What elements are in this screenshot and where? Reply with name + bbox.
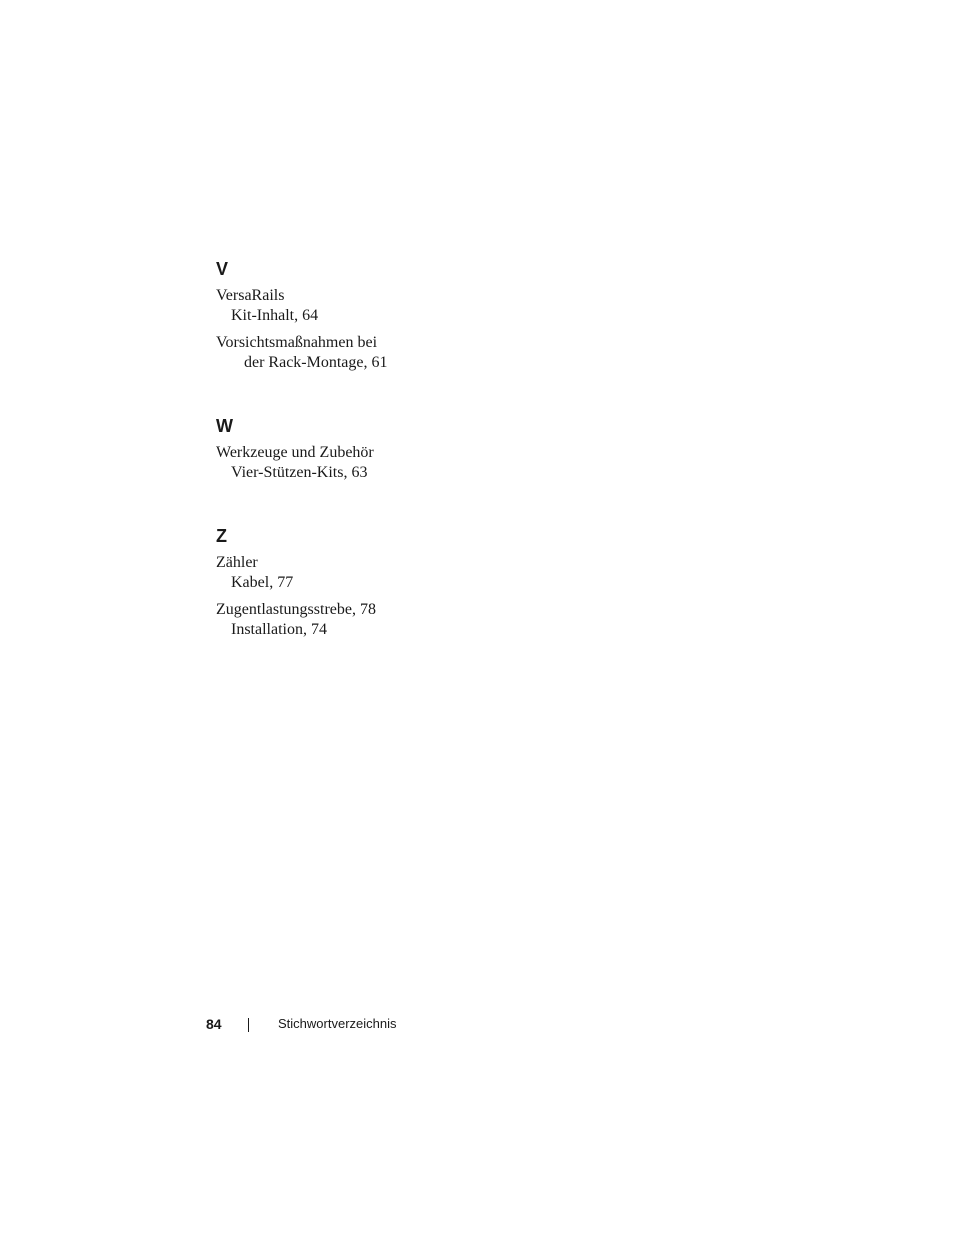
entry-main: Zugentlastungsstrebe, 78	[216, 601, 376, 618]
page-number: 84	[206, 1016, 222, 1032]
entry-sub: Kabel, 77	[231, 574, 294, 591]
entry-main: VersaRails	[216, 287, 285, 304]
index-entry	[216, 553, 536, 593]
index-section-v	[216, 258, 536, 373]
entry-sub: Installation, 74	[231, 621, 327, 638]
page-footer	[0, 1014, 954, 1034]
entry-main: Vorsichtsmaßnahmen bei	[216, 334, 378, 351]
entry-main: Werkzeuge und Zubehör	[216, 444, 374, 461]
section-letter: Z	[216, 526, 227, 546]
section-letter: V	[216, 259, 229, 279]
entry-sub: Kit-Inhalt, 64	[231, 307, 319, 324]
section-letter: W	[216, 416, 233, 436]
index-section-w	[216, 415, 536, 483]
footer-separator	[248, 1018, 249, 1032]
footer-title: Stichwortverzeichnis	[278, 1016, 397, 1031]
entry-main: Zähler	[216, 554, 258, 571]
entry-sub: Vier-Stützen-Kits, 63	[231, 464, 368, 481]
index-entry	[216, 333, 536, 373]
index-column	[216, 258, 536, 647]
index-entry	[216, 443, 536, 483]
index-section-z	[216, 525, 536, 640]
index-entry	[216, 600, 536, 640]
entry-continuation: der Rack-Montage, 61	[244, 354, 388, 371]
index-entry	[216, 286, 536, 326]
